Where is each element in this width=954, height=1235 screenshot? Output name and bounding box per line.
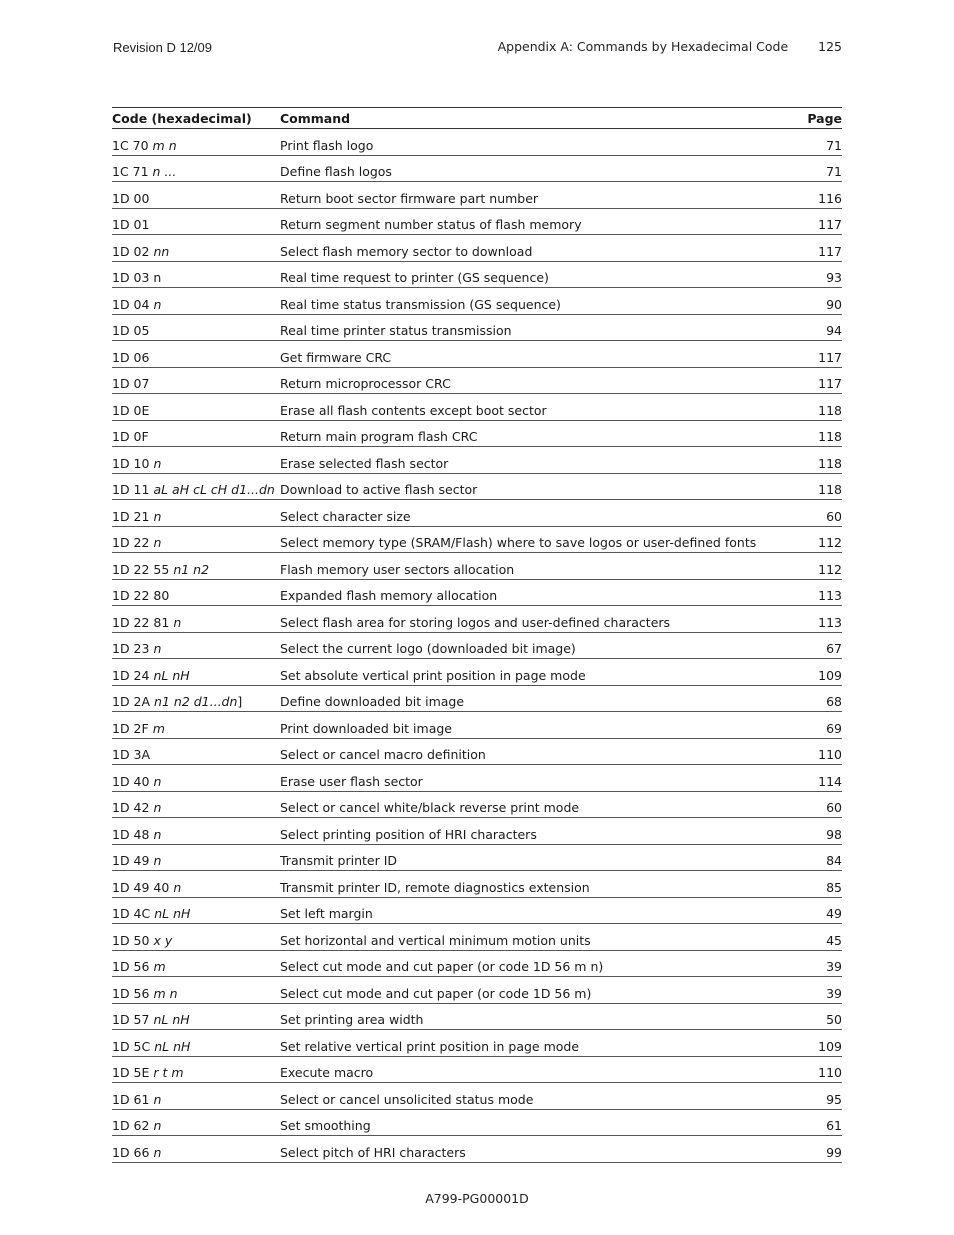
page-cell: 118	[818, 402, 842, 418]
code-cell	[112, 853, 280, 868]
code-value: 1D 56	[112, 985, 150, 1001]
code-value: 1D 11	[112, 482, 150, 497]
page-cell: 98	[826, 826, 842, 842]
command-cell: Return main program flash CRC	[280, 429, 478, 444]
code-params: n	[153, 800, 162, 815]
table-row	[112, 527, 842, 554]
table-row	[112, 500, 842, 527]
code-params: n	[153, 1091, 162, 1107]
code-cell	[112, 297, 280, 312]
code-suffix: ]	[237, 694, 243, 709]
page-cell: 109	[818, 1038, 842, 1054]
code-cell	[112, 827, 280, 842]
code-cell	[112, 933, 280, 948]
page-cell: 71	[826, 137, 842, 153]
table-row	[112, 447, 842, 474]
code-cell	[112, 721, 280, 736]
command-cell: Define downloaded bit image	[280, 694, 465, 709]
code-value: 1D 07	[112, 376, 150, 391]
page-cell: 60	[826, 508, 842, 524]
code-value: 1D 49	[112, 853, 150, 868]
code-cell	[112, 323, 280, 338]
page-cell: 68	[826, 694, 842, 709]
code-value: 1D 2F	[112, 720, 149, 736]
code-params: n	[153, 455, 162, 471]
code-cell	[112, 694, 280, 709]
code-value: 1D 01	[112, 217, 150, 232]
code-value: 1D 56	[112, 959, 150, 974]
page-cell: 85	[826, 879, 842, 895]
table-row	[112, 977, 842, 1004]
code-value: 1D 57	[112, 1012, 150, 1027]
page-cell: 99	[826, 1144, 842, 1160]
page-cell: 118	[818, 455, 842, 471]
page-cell: 49	[826, 906, 842, 921]
table-row	[112, 553, 842, 580]
code-cell	[112, 986, 280, 1001]
code-cell	[112, 376, 280, 391]
command-cell: Select or cancel macro definition	[280, 747, 486, 762]
code-cell	[112, 1065, 280, 1080]
command-cell: Select character size	[280, 508, 411, 524]
table-row	[112, 394, 842, 421]
command-cell: Select cut mode and cut paper (or code 1D 56 m)	[280, 985, 592, 1001]
code-value: 1D 61	[112, 1091, 150, 1107]
code-cell	[112, 747, 280, 762]
command-cell: Select the current logo (downloaded bit image)	[280, 641, 576, 656]
code-value: 1D 49 40	[112, 879, 170, 895]
page-cell: 110	[818, 1065, 842, 1080]
code-value: 1D 04	[112, 296, 150, 312]
code-value: 1D 3A	[112, 747, 151, 762]
command-cell: Return microprocessor CRC	[280, 376, 451, 391]
code-params: nL nH	[153, 667, 190, 683]
page-cell: 118	[818, 482, 842, 497]
table-row	[112, 129, 842, 156]
code-value: 1D 22 80	[112, 588, 170, 603]
table-row	[112, 474, 842, 501]
table-row	[112, 262, 842, 289]
code-value: 1C 71	[112, 164, 149, 179]
table-row	[112, 606, 842, 633]
table-row	[112, 845, 842, 872]
code-params: m	[152, 720, 165, 736]
code-params: m	[153, 959, 166, 974]
code-value: 1D 5C	[112, 1038, 151, 1054]
table-row	[112, 288, 842, 315]
command-cell: Set absolute vertical print position in page mode	[280, 667, 586, 683]
table-row	[112, 633, 842, 660]
command-cell: Transmit printer ID	[280, 853, 398, 868]
column-header-command: Command	[280, 110, 351, 126]
code-cell	[112, 350, 280, 365]
code-params: nn	[153, 243, 170, 259]
code-value: 1D 23	[112, 641, 150, 656]
page-cell: 117	[818, 217, 842, 232]
code-cell	[112, 562, 280, 577]
code-cell	[112, 615, 280, 630]
code-cell	[112, 403, 280, 418]
code-params: n	[153, 1144, 162, 1160]
code-params: n1 n2	[173, 561, 210, 577]
table-row	[112, 686, 842, 713]
code-value: 1D 42	[112, 800, 150, 815]
code-cell	[112, 191, 280, 206]
code-params: n	[153, 1118, 162, 1133]
page-cell: 117	[818, 376, 842, 391]
code-cell	[112, 138, 280, 153]
code-cell	[112, 429, 280, 444]
code-cell	[112, 456, 280, 471]
table-row	[112, 235, 842, 262]
table-row	[112, 712, 842, 739]
code-cell	[112, 164, 280, 179]
command-cell: Expanded flash memory allocation	[280, 588, 498, 603]
table-row	[112, 659, 842, 686]
code-cell	[112, 1039, 280, 1054]
page-cell: 84	[826, 853, 842, 868]
command-cell: Real time printer status transmission	[280, 323, 512, 338]
section-title: Appendix A: Commands by Hexadecimal Code	[497, 39, 789, 54]
page-cell: 95	[826, 1091, 842, 1107]
code-params: n	[173, 879, 182, 895]
page-cell: 112	[818, 535, 842, 550]
code-cell	[112, 217, 280, 232]
table-row	[112, 1083, 842, 1110]
code-cell	[112, 906, 280, 921]
code-cell	[112, 641, 280, 656]
table-row	[112, 580, 842, 607]
code-params: n	[173, 614, 182, 630]
code-value: 1D 5E	[112, 1065, 150, 1080]
command-cell: Select memory type (SRAM/Flash) where to save logos or user-defined fonts	[280, 535, 757, 550]
table-row	[112, 1004, 842, 1031]
command-cell: Erase selected flash sector	[280, 455, 449, 471]
command-cell: Select or cancel unsolicited status mode	[280, 1091, 534, 1107]
code-cell	[112, 959, 280, 974]
table-row	[112, 1110, 842, 1137]
code-params: n	[153, 641, 162, 656]
code-cell	[112, 880, 280, 895]
command-cell: Select printing position of HRI characters	[280, 826, 537, 842]
command-cell: Select pitch of HRI characters	[280, 1144, 466, 1160]
code-cell	[112, 800, 280, 815]
code-value: 1D 0F	[112, 429, 149, 444]
page-cell: 39	[826, 985, 842, 1001]
command-cell: Select flash area for storing logos and user-defined characters	[280, 614, 671, 630]
code-cell	[112, 1118, 280, 1133]
code-params: n	[153, 853, 162, 868]
code-value: 1D 21	[112, 508, 150, 524]
page-cell: 93	[826, 270, 842, 285]
command-cell: Print flash logo	[280, 137, 374, 153]
code-params: nL nH	[154, 1038, 191, 1054]
code-params: nL nH	[153, 1012, 190, 1027]
code-params: x y	[153, 932, 173, 948]
table-row	[112, 182, 842, 209]
command-cell: Return boot sector firmware part number	[280, 190, 539, 206]
document-id: A799-PG00001D	[425, 1191, 529, 1206]
column-header-page: Page	[807, 110, 842, 126]
command-cell: Real time request to printer (GS sequence)	[280, 270, 549, 285]
command-cell: Select cut mode and cut paper (or code 1D 56 m n)	[280, 959, 604, 974]
code-value: 1D 22 81	[112, 614, 170, 630]
page-cell: 60	[826, 800, 842, 815]
code-value: 1D 22 55	[112, 561, 170, 577]
code-value: 1D 40	[112, 773, 150, 789]
code-params: n	[153, 826, 162, 842]
command-cell: Download to active flash sector	[280, 482, 478, 497]
command-cell: Set smoothing	[280, 1118, 371, 1133]
page-cell: 110	[818, 747, 842, 762]
table-row	[112, 871, 842, 898]
code-cell	[112, 482, 280, 497]
command-cell: Transmit printer ID, remote diagnostics extension	[280, 879, 590, 895]
table-row	[112, 156, 842, 183]
table-row	[112, 739, 842, 766]
code-params: n	[153, 773, 162, 789]
table-body	[112, 129, 842, 1163]
command-cell: Select flash memory sector to download	[280, 243, 533, 259]
code-value: 1D 48	[112, 826, 150, 842]
table-row	[112, 368, 842, 395]
page-cell: 90	[826, 296, 842, 312]
code-params: n1 n2 d1...dn	[154, 694, 238, 709]
code-value: 1D 4C	[112, 906, 151, 921]
page-cell: 94	[826, 323, 842, 338]
page-cell: 61	[826, 1118, 842, 1133]
command-cell: Execute macro	[280, 1065, 374, 1080]
page-cell: 117	[818, 243, 842, 259]
table-row	[112, 1136, 842, 1163]
table-row	[112, 765, 842, 792]
command-cell: Set printing area width	[280, 1012, 424, 1027]
code-params: r t m	[153, 1065, 184, 1080]
code-cell	[112, 1145, 280, 1160]
page-cell: 109	[818, 667, 842, 683]
code-params: n ...	[152, 164, 177, 179]
page-cell: 69	[826, 720, 842, 736]
code-value: 1D 0E	[112, 402, 150, 418]
table-row	[112, 792, 842, 819]
table-header	[112, 107, 842, 129]
page-cell: 39	[826, 959, 842, 974]
command-cell: Erase all flash contents except boot sector	[280, 402, 547, 418]
table-row	[112, 315, 842, 342]
page-cell: 114	[818, 773, 842, 789]
table-row	[112, 818, 842, 845]
command-cell: Get firmware CRC	[280, 349, 392, 365]
command-cell: Set relative vertical print position in page mode	[280, 1038, 580, 1054]
command-table	[112, 107, 842, 1163]
code-value: 1D 2A	[112, 694, 151, 709]
table-row	[112, 951, 842, 978]
table-row	[112, 421, 842, 448]
command-cell: Set horizontal and vertical minimum motion units	[280, 932, 591, 948]
table-row	[112, 341, 842, 368]
command-cell: Set left margin	[280, 906, 373, 921]
code-value: 1C 70	[112, 137, 149, 153]
code-value: 1D 00	[112, 190, 150, 206]
command-cell: Print downloaded bit image	[280, 720, 452, 736]
table-row	[112, 1057, 842, 1084]
code-params: m n	[152, 137, 177, 153]
page-cell: 71	[826, 164, 842, 179]
code-value: 1D 03 n	[112, 270, 162, 285]
command-cell: Define flash logos	[280, 164, 392, 179]
code-cell	[112, 509, 280, 524]
code-params: m n	[153, 985, 178, 1001]
code-cell	[112, 1012, 280, 1027]
page-cell: 50	[826, 1012, 842, 1027]
command-cell: Return segment number status of flash memory	[280, 217, 582, 232]
code-params: n	[153, 508, 162, 524]
code-value: 1D 06	[112, 349, 150, 365]
page-cell: 118	[818, 429, 842, 444]
column-header-code: Code (hexadecimal)	[112, 110, 252, 126]
code-value: 1D 62	[112, 1118, 150, 1133]
page-cell: 117	[818, 349, 842, 365]
code-cell	[112, 588, 280, 603]
code-value: 1D 24	[112, 667, 150, 683]
code-cell	[112, 270, 280, 285]
table-row	[112, 898, 842, 925]
table-row	[112, 209, 842, 236]
code-params: aL aH cL cH d1...dn	[153, 482, 275, 497]
table-row	[112, 924, 842, 951]
command-cell: Real time status transmission (GS sequence)	[280, 296, 561, 312]
code-value: 1D 22	[112, 535, 150, 550]
code-cell	[112, 668, 280, 683]
code-value: 1D 02	[112, 243, 150, 259]
command-cell: Flash memory user sectors allocation	[280, 561, 515, 577]
page-cell: 112	[818, 561, 842, 577]
table-row	[112, 1030, 842, 1057]
command-cell: Select or cancel white/black reverse print mode	[280, 800, 580, 815]
code-params: n	[153, 535, 162, 550]
revision-label: Revision D 12/09	[113, 40, 212, 55]
page-cell: 45	[826, 932, 842, 948]
running-header	[498, 39, 842, 54]
code-value: 1D 50	[112, 932, 150, 948]
command-cell: Erase user flash sector	[280, 773, 423, 789]
code-value: 1D 05	[112, 323, 150, 338]
page-cell: 113	[818, 614, 842, 630]
page-cell: 113	[818, 588, 842, 603]
code-cell	[112, 535, 280, 550]
page-cell: 116	[818, 190, 842, 206]
page-number: 125	[818, 39, 842, 54]
page-cell: 67	[826, 641, 842, 656]
code-cell	[112, 1092, 280, 1107]
code-params: n	[153, 296, 162, 312]
code-value: 1D 66	[112, 1144, 150, 1160]
code-value: 1D 10	[112, 455, 150, 471]
code-cell	[112, 774, 280, 789]
code-params: nL nH	[154, 906, 191, 921]
code-cell	[112, 244, 280, 259]
